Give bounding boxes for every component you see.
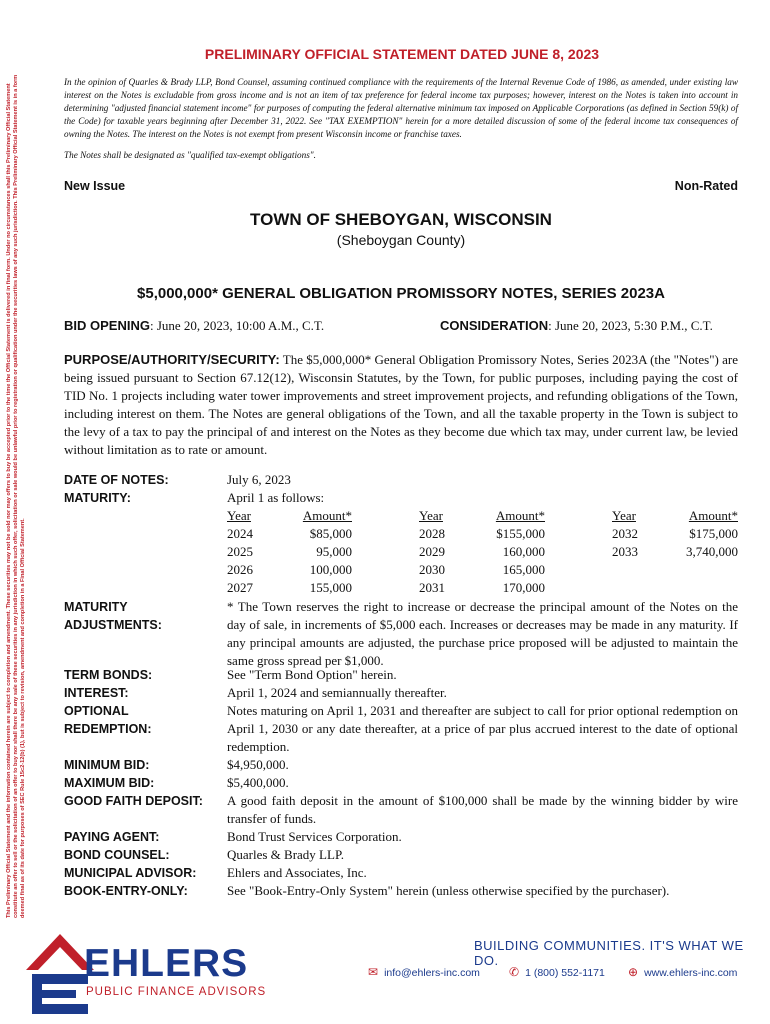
term-bonds-label: TERM BONDS: [64, 668, 153, 682]
issuer-name: TOWN OF SHEBOYGAN, WISCONSIN [250, 210, 552, 229]
paying-agent-value: Bond Trust Services Corporation. [227, 829, 402, 844]
interest-value: April 1, 2024 and semiannually thereafter. [227, 685, 447, 700]
issue-row [64, 179, 738, 193]
maximum-bid-label: MAXIMUM BID: [64, 776, 155, 790]
book-entry-only-value: See "Book-Entry-Only System" herein (unless otherwise specified by the purchaser). [227, 883, 670, 898]
maturity-adjustments-value: * The Town reserves the right to increase or decrease the principal amount of the Notes on the day of sale, in increments of $5,000 each. Increases or decreases may be made in any maturity. If any principal amounts are adjusted, the purchase price proposed will be adjusted to maintain the same gross spread per $1,000. [227, 599, 738, 668]
consideration-value: : June 20, 2023, 5:30 P.M., C.T. [548, 318, 713, 333]
municipal-advisor-value: Ehlers and Associates, Inc. [227, 865, 367, 880]
maturity-year: 2028 [419, 526, 445, 541]
paying-agent-label: PAYING AGENT: [64, 830, 160, 844]
maturity-amounts-col-2 [459, 507, 545, 597]
email-text: info@ehlers-inc.com [384, 967, 480, 979]
maturity-adjustments-label [64, 598, 162, 634]
maturity-amount: $175,000 [689, 526, 738, 541]
issuer-county: (Sheboygan County) [336, 232, 466, 248]
maturity-year: 2030 [419, 562, 445, 577]
optional-redemption-value: Notes maturing on April 1, 2031 and thereafter are subject to call for prior optional redemption on April 1, 2030 or any date thereafter, at a price of par plus accrued interest to the date of optional redemption. [227, 703, 738, 754]
maturity-year: 2031 [419, 580, 445, 595]
maturity-year: 2027 [227, 580, 253, 595]
purpose-text: The $5,000,000* General Obligation Promissory Notes, Series 2023A (the "Notes") are being issued pursuant to Section 67.12(12), Wisconsin Statutes, by the Town, for public purposes, including paying the cost of TID No. 1 projects including water tower improvements and street improvement projects, and refunding obligations of the Town, including interest on them. The Notes are general obligations of the Town, and all the taxable property in the Town is subject to the levy of a tax to pay the principal of and interest on the Notes as they become due which tax may, under current law, be levied without limitation as to rate or amount. [64, 352, 738, 457]
bond-counsel-label: BOND COUNSEL: [64, 848, 170, 862]
date-of-notes-label: DATE OF NOTES: [64, 473, 169, 487]
maturity-amounts-col-3 [652, 507, 738, 561]
bond-counsel-value: Quarles & Brady LLP. [227, 847, 344, 862]
interest-label: INTEREST: [64, 686, 129, 700]
maturity-amount: 170,000 [502, 580, 545, 595]
bid-opening-label: BID OPENING [64, 318, 150, 333]
web-text: www.ehlers-inc.com [644, 967, 738, 979]
maturity-year: 2029 [419, 544, 445, 559]
maturity-amount: 95,000 [316, 544, 352, 559]
maturity-years-col-3 [612, 507, 652, 561]
date-of-notes-value: July 6, 2023 [227, 472, 291, 487]
maturity-amount: 155,000 [309, 580, 352, 595]
maturity-years-col-2 [419, 507, 459, 597]
designation-note: The Notes shall be designated as "qualified tax-exempt obligations". [64, 150, 316, 160]
maturity-amount: 3,740,000 [686, 544, 738, 559]
maturity-amounts-col-1 [266, 507, 352, 597]
year-header: Year [612, 508, 636, 523]
good-faith-deposit-label: GOOD FAITH DEPOSIT: [64, 794, 203, 808]
optional-redemption-label-line2: REDEMPTION: [64, 722, 152, 736]
term-bonds-value: See "Term Bond Option" herein. [227, 667, 397, 682]
maturity-year: 2024 [227, 526, 253, 541]
maturity-amount: 100,000 [309, 562, 352, 577]
amount-header: Amount* [302, 508, 352, 523]
maturity-adjustments-label-line2: ADJUSTMENTS: [64, 618, 162, 632]
bond-counsel-opinion: In the opinion of Quarles & Brady LLP, Bond Counsel, assuming continued compliance with the requirements of the Internal Revenue Code of 1986, as amended, under existing law interest on the Notes is excludable from gross income and is not an item of tax preference for federal income tax purposes; however, interest on the Notes is taken into account in determining "adjusted financial statement income" for purposes of computing the federal alternative minimum tax imposed on Applicable Corporations (as defined in Section 59(k) of the Code) for taxable years beginning after December 31, 2022. See "TAX EXEMPTION" herein for a more detailed discussion of some of the federal income tax consequences of owning the Notes. The interest on the Notes is not exempt from present Wisconsin income or franchise taxes. [64, 77, 738, 139]
maturity-adjustments-label-line1: MATURITY [64, 600, 128, 614]
rating-label: Non-Rated [674, 179, 738, 193]
envelope-icon: ✉ [368, 965, 379, 979]
bid-row [64, 318, 738, 334]
notes-title: $5,000,000* GENERAL OBLIGATION PROMISSORY NOTES, SERIES 2023A [137, 285, 665, 302]
amount-header: Amount* [688, 508, 738, 523]
minimum-bid-value: $4,950,000. [227, 757, 289, 772]
disclaimer-text: This Preliminary Official Statement and the information contained herein are subject to completion and amendment. These securities may not be sold nor may offers to buy be accepted prior to the time the Official Statement is delivered in final form. Under no circumstances shall this Preliminary Official Statement constitute an offer to sell or the solicitation of an offer to buy nor shall there be any sale of these securities in any jurisdiction in which such offer, solicitation or sale would be unlawful prior to registration or qualification under the securities laws of any such jurisdiction. This Preliminary Official Statement is in a form deemed final as of its date for purposes of SEC Rule 15c2-12(b) (1), but is subject to revision, amendment and completion in a Final Official Statement. [6, 74, 27, 918]
maturity-year: 2033 [612, 544, 638, 559]
minimum-bid-label: MINIMUM BID: [64, 758, 150, 772]
phone-text: 1 (800) 552-1171 [525, 967, 605, 979]
footer-phone[interactable] [509, 965, 605, 979]
maximum-bid-value: $5,400,000. [227, 775, 289, 790]
disclaimer-sidebar [6, 58, 70, 918]
maturity-label: MATURITY: [64, 491, 131, 505]
purpose-label: PURPOSE/AUTHORITY/SECURITY: [64, 352, 280, 367]
consideration-label: CONSIDERATION [440, 318, 549, 333]
optional-redemption-label [64, 702, 152, 738]
preliminary-statement-title: PRELIMINARY OFFICIAL STATEMENT DATED JUNE 8, 2023 [204, 46, 600, 62]
phone-icon: ✆ [509, 965, 520, 979]
maturity-year: 2026 [227, 562, 253, 577]
footer-email[interactable] [368, 965, 480, 979]
year-header: Year [227, 508, 251, 523]
amount-header: Amount* [495, 508, 545, 523]
good-faith-deposit-value: A good faith deposit in the amount of $100,000 shall be made by the winning bidder by wire transfer of funds. [227, 793, 738, 826]
maturity-year: 2025 [227, 544, 253, 559]
book-entry-only-label: BOOK-ENTRY-ONLY: [64, 884, 188, 898]
maturity-year: 2032 [612, 526, 638, 541]
year-header: Year [419, 508, 443, 523]
maturity-value: April 1 as follows: [227, 490, 325, 505]
bid-opening-value: : June 20, 2023, 10:00 A.M., C.T. [149, 318, 325, 333]
globe-icon: ⊕ [628, 965, 639, 979]
optional-redemption-label-line1: OPTIONAL [64, 704, 129, 718]
maturity-amount: 160,000 [502, 544, 545, 559]
ehlers-wordmark: EHLERS [84, 942, 249, 985]
maturity-years-col-1 [227, 507, 267, 597]
footer-web[interactable] [628, 965, 737, 979]
purpose-paragraph [64, 351, 738, 459]
maturity-amount: 165,000 [502, 562, 545, 577]
new-issue-label: New Issue [64, 179, 126, 193]
municipal-advisor-label: MUNICIPAL ADVISOR: [64, 866, 197, 880]
footer-tagline: BUILDING COMMUNITIES. IT'S WHAT WE DO. [474, 938, 744, 968]
maturity-amount: $155,000 [496, 526, 545, 541]
ehlers-subtitle: PUBLIC FINANCE ADVISORS [86, 986, 267, 998]
maturity-amount: $85,000 [309, 526, 352, 541]
